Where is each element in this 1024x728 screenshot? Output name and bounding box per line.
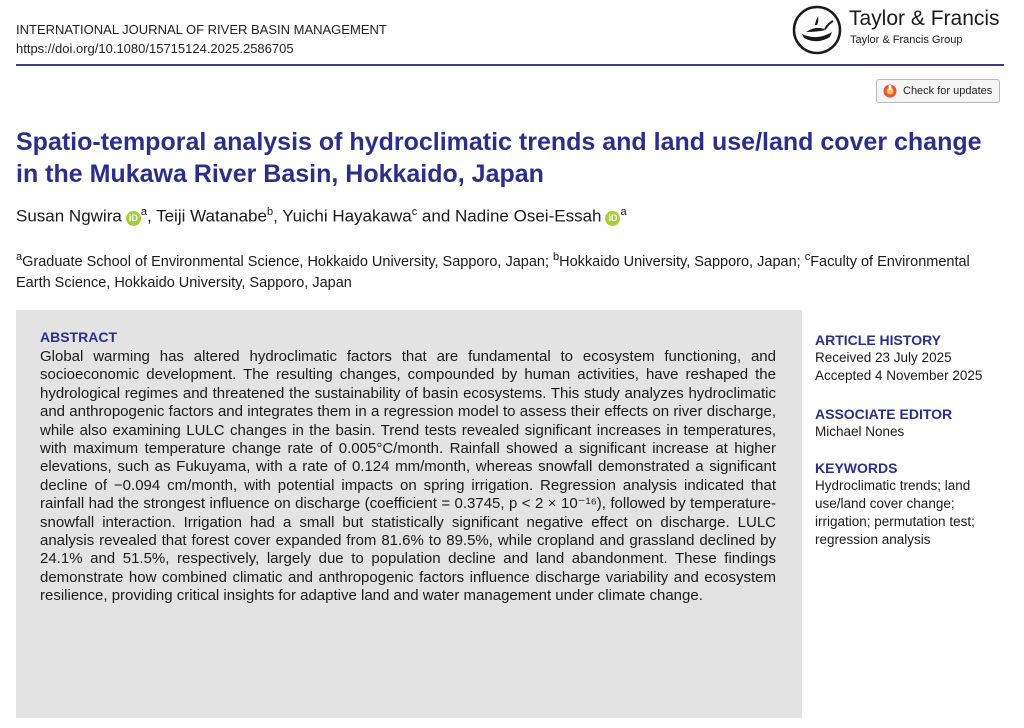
check-for-updates-button[interactable] [876,79,1000,103]
author-name[interactable]: Teiji Watanabe [156,206,267,226]
abstract-text: Global warming has altered hydroclimatic factors that are fundamental to ecosystem functioning, and socioeconomic development. The resulting changes, compounded by human activities, have reshaped the hydrological regimes and threatened the sustainability of basin ecosystems. This study analyzes hydroclimatic and anthropogenic factors and integrates them in a regression model to assess their effects on river discharge, while also examining LULC changes in the basin. Trend tests revealed significant increases in temperatures, with maximum temperature change rate of 0.005°C/month. Rainfall showed a significant increase at higher elevations, such as Fukuyama, with a rate of 0.124 mm/month, whereas snowfall demonstrated a significant decline of −0.094 cm/month, with potential impacts on spring irrigation. Regression analysis indicated that rainfall had the strongest influence on discharge (coefficient = 0.3745, p < 2 × 10⁻¹⁶), followed by temperature-snowfall interaction. Irrigation had a small but statistically significant negative effect on discharge. LULC analysis revealed that forest cover expanded from 81.6% to 89.5%, while cropland and grassland declined by 24.1% and 51.5%, respectively, largely due to population decline and land abandonment. These findings demonstrate how combined climatic and anthropogenic factors influence discharge variability and ecosystem resilience, providing critical insights for adaptive land and water management under climate change. [40,348,776,605]
affiliation-mark: b [553,251,560,263]
check-updates-label: Check for updates [903,85,993,97]
abstract-heading: ABSTRACT [40,329,117,345]
received-date: Received 23 July 2025 [815,350,952,365]
associate-editor-heading: ASSOCIATE EDITOR [815,406,953,422]
header-rule [16,64,1004,66]
article-history [815,331,1015,385]
check-updates-icon [883,84,897,98]
author-name[interactable]: Yuichi Hayakawa [282,206,412,226]
associate-editor [815,405,1015,441]
author-separator: , [273,206,283,226]
article-history-heading: ARTICLE HISTORY [815,332,942,348]
article-title: Spatio-temporal analysis of hydroclimatic trends and land use/land cover change in the Mukawa River Basin, Hokkaido, Japan [16,128,982,188]
publisher-lamp-logo-icon [792,5,842,55]
affiliation-mark: a [16,251,23,263]
orcid-icon[interactable]: iD [605,211,620,226]
author-list [16,206,627,227]
publisher-group: Taylor & Francis Group [850,34,963,46]
accepted-date: Accepted 4 November 2025 [815,368,983,383]
affiliation-mark: a [140,206,147,218]
orcid-icon[interactable]: iD [126,211,141,226]
publisher-brand[interactable] [792,5,1012,57]
affiliation-mark: c [804,251,811,263]
journal-name: INTERNATIONAL JOURNAL OF RIVER BASIN MANAGEMENT [16,22,387,37]
keywords-section [815,459,1000,549]
author-name[interactable]: Nadine Osei-Essah [455,206,602,226]
affiliations [16,247,1006,294]
affiliation-text: Hokkaido University, Sapporo, Japan; [559,253,805,270]
journal-header [16,20,387,58]
keywords-heading: KEYWORDS [815,460,898,476]
affiliation-text: Graduate School of Environmental Science, Hokkaido University, Sapporo, Japan; [22,253,554,270]
affiliation-mark: b [266,206,274,218]
affiliation-mark: c [411,206,418,218]
affiliation-text: Faculty of Environmental Earth Science, Hokkaido University, Sapporo, Japan [16,253,970,291]
author-separator: and [417,206,456,226]
keywords-text: Hydroclimatic trends; land use/land cover change; irrigation; permutation test; regression analysis [815,478,975,547]
abstract-box [16,310,802,718]
author-name[interactable]: Susan Ngwira [16,206,122,226]
publisher-name: Taylor & Francis [849,7,1000,30]
editor-name: Michael Nones [815,424,905,439]
affiliation-mark: a [620,206,627,218]
doi-link[interactable]: https://doi.org/10.1080/15715124.2025.2586705 [16,41,294,56]
author-separator: , [146,206,157,226]
